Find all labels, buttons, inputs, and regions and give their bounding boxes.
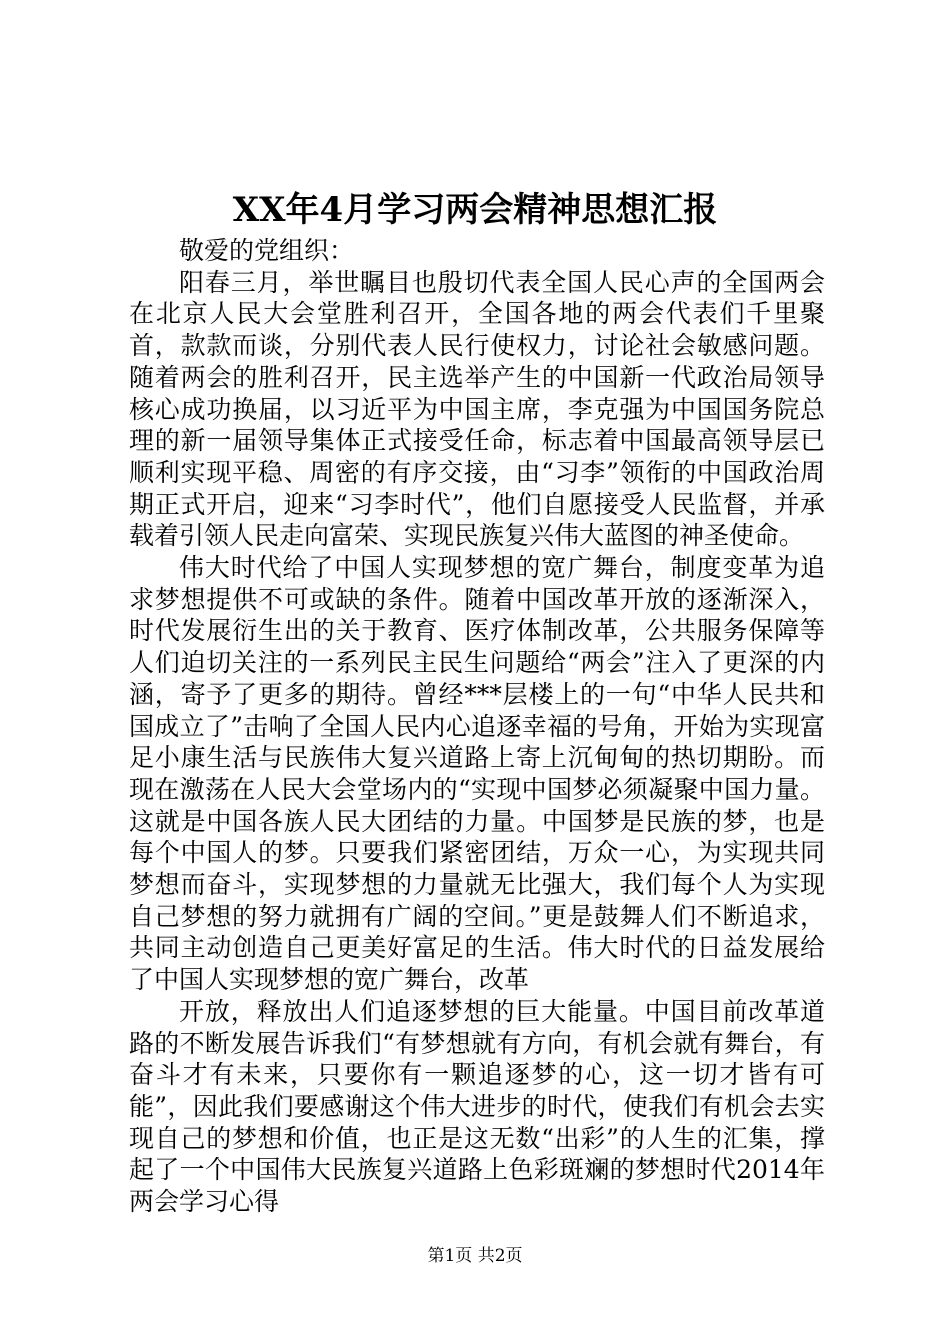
- paragraph-2: 伟大时代给了中国人实现梦想的宽广舞台，制度变革为追求梦想提供不可或缺的条件。随着中国改革开放的逐渐深入，时代发展衍生出的关于教育、医疗体制改革，公共服务保障等人们迫切关注的一系列民主民生问题给“两会”注入了更深的内涵，寄予了更多的期待。曾经***层楼上的一句“中华人民共和国成立了”击响了全国人民内心追逐幸福的号角，开始为实现富足小康生活与民族伟大复兴道路上寄上沉甸甸的热切期盼。而现在激荡在人民大会堂场内的“实现中国梦必须凝聚中国力量。这就是中国各族人民大团结的力量。中国梦是民族的梦，也是每个中国人的梦。只要我们紧密团结，万众一心，为实现共同梦想而奋斗，实现梦想的力量就无比强大，我们每个人为实现自己梦想的努力就拥有广阔的空间。”更是鼓舞人们不断追求，共同主动创造自己更美好富足的生活。伟大时代的日益发展给了中国人实现梦想的宽广舞台，改革: [129, 553, 825, 995]
- paragraph-1: 阳春三月，举世瞩目也殷切代表全国人民心声的全国两会在北京人民大会堂胜利召开，全国各地的两会代表们千里聚首，款款而谈，分别代表人民行使权力，讨论社会敏感问题。随着两会的胜利召开，民主选举产生的中国新一代政治局领导核心成功换届，以习近平为中国主席，李克强为中国国务院总理的新一届领导集体正式接受任命，标志着中国最高领导层已顺利实现平稳、周密的有序交接，由“习李”领衔的中国政治周期正式开启，迎来“习李时代”，他们自愿接受人民监督，并承载着引领人民走向富荣、实现民族复兴伟大蓝图的神圣使命。: [129, 267, 825, 551]
- page-footer: 第1页 共2页: [427, 1246, 523, 1266]
- salutation: 敬爱的党组织：: [179, 236, 355, 265]
- document-title: XX年4月学习两会精神思想汇报: [232, 190, 718, 230]
- paragraph-3: 开放，释放出人们追逐梦想的巨大能量。中国目前改革道路的不断发展告诉我们“有梦想就有方向，有机会就有舞台，有奋斗才有未来，只要你有一颗追逐梦的心，这一切才皆有可能”，因此我们要感谢这个伟大进步的时代，使我们有机会去实现自己的梦想和价值，也正是这无数“出彩”的人生的汇集，撑起了一个中国伟大民族复兴道路上色彩斑斓的梦想时代2014年两会学习心得: [129, 996, 825, 1217]
- document-body: [129, 235, 825, 1218]
